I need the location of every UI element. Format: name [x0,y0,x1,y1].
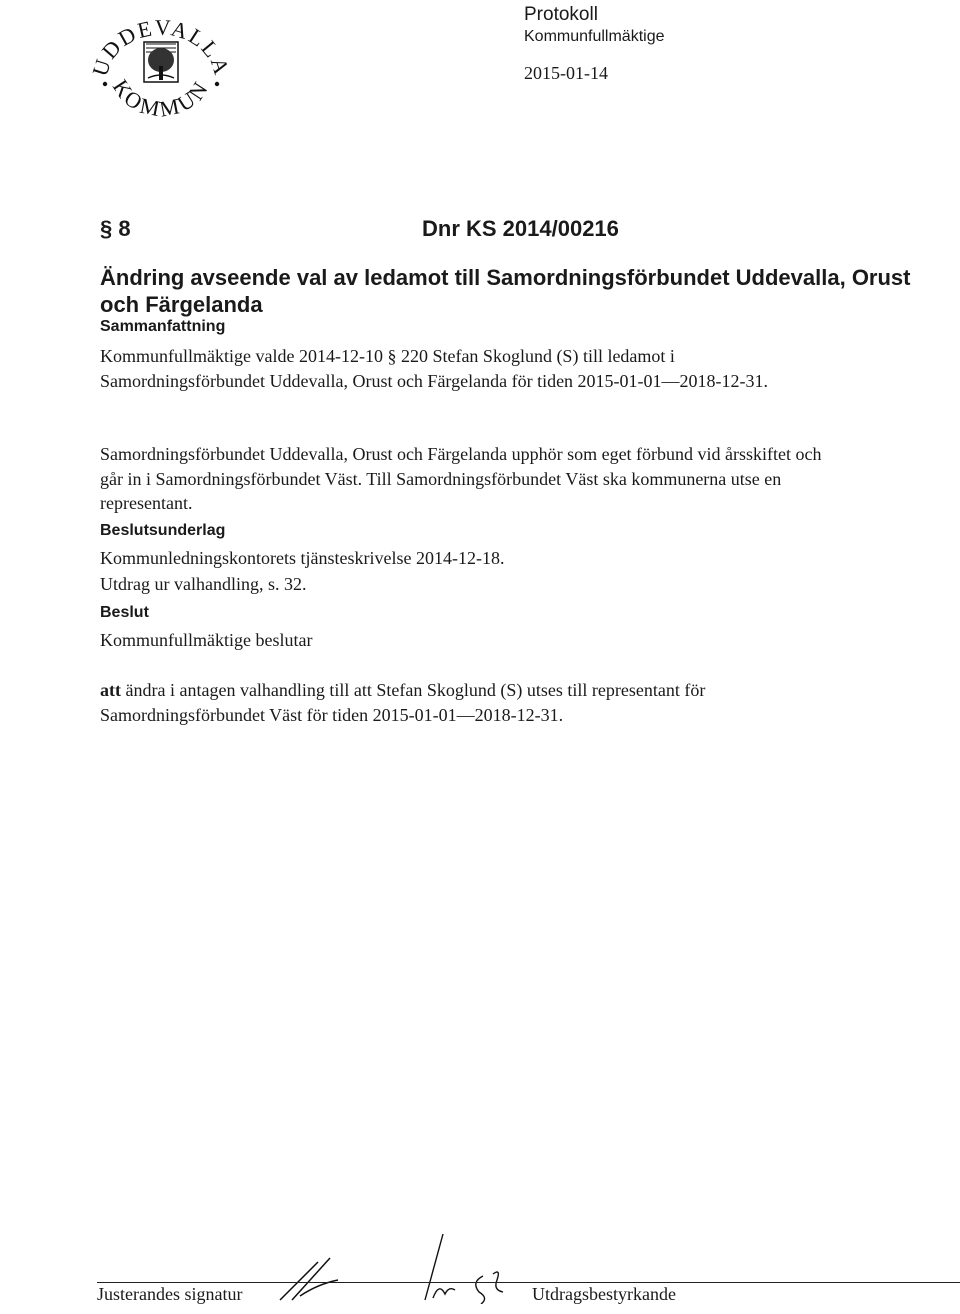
page-title: Ändring avseende val av ledamot till Samordningsförbundet Uddevalla, Orust och Färgelanda [100,265,911,317]
meeting-date: 2015-01-14 [524,63,608,83]
paragraph-number: § 8 [100,216,131,241]
municipal-seal [86,8,236,128]
att-keyword: att [100,680,121,700]
signature-scribble-1 [278,1254,348,1304]
doc-type: Protokoll [524,4,598,25]
svg-text:UDDEVALLA: UDDEVALLA [87,14,235,79]
justerandes-signatur-label: Justerandes signatur [97,1284,243,1304]
sammanfattning-heading: Sammanfattning [100,318,226,335]
svg-text:KOMMUN: KOMMUN [107,74,215,122]
body-name: Kommunfullmäktige [524,28,665,45]
tree-emblem-icon [144,42,178,82]
beslut-decision [100,678,800,727]
beslut-intro: Kommunfullmäktige beslutar [100,630,313,650]
sammanfattning-paragraph-2: Samordningsförbundet Uddevalla, Orust och Färgelanda upphör som eget förbund vid årsskiftet och går in i Samordningsförbundet Väst. Till Samordningsförbundet Väst ska kommunerna utse en representant. [100,444,822,513]
sammanfattning-paragraph-1: Kommunfullmäktige valde 2014-12-10 § 220 Stefan Skoglund (S) till ledamot i Samordningsförbundet Uddevalla, Orust och Färgelanda för tiden 2015-01-01—2018-12-31. [100,346,769,391]
case-number: Dnr KS 2014/00216 [422,216,619,241]
beslutsunderlag-item: Kommunledningskontorets tjänsteskrivelse 2014-12-18. [100,548,505,568]
beslutsunderlag-item: Utdrag ur valhandling, s. 32. [100,574,307,594]
footer-divider [97,1282,960,1283]
beslutsunderlag-heading: Beslutsunderlag [100,522,226,539]
utdragsbestyrkande-label: Utdragsbestyrkande [532,1284,676,1304]
beslut-heading: Beslut [100,604,149,621]
signature-scribble-2 [405,1232,525,1304]
decision-text: ändra i antagen valhandling till att Stefan Skoglund (S) utses till representant för Samordningsförbundet Väst för tiden 2015-01-01—2018-12-31. [100,680,706,725]
